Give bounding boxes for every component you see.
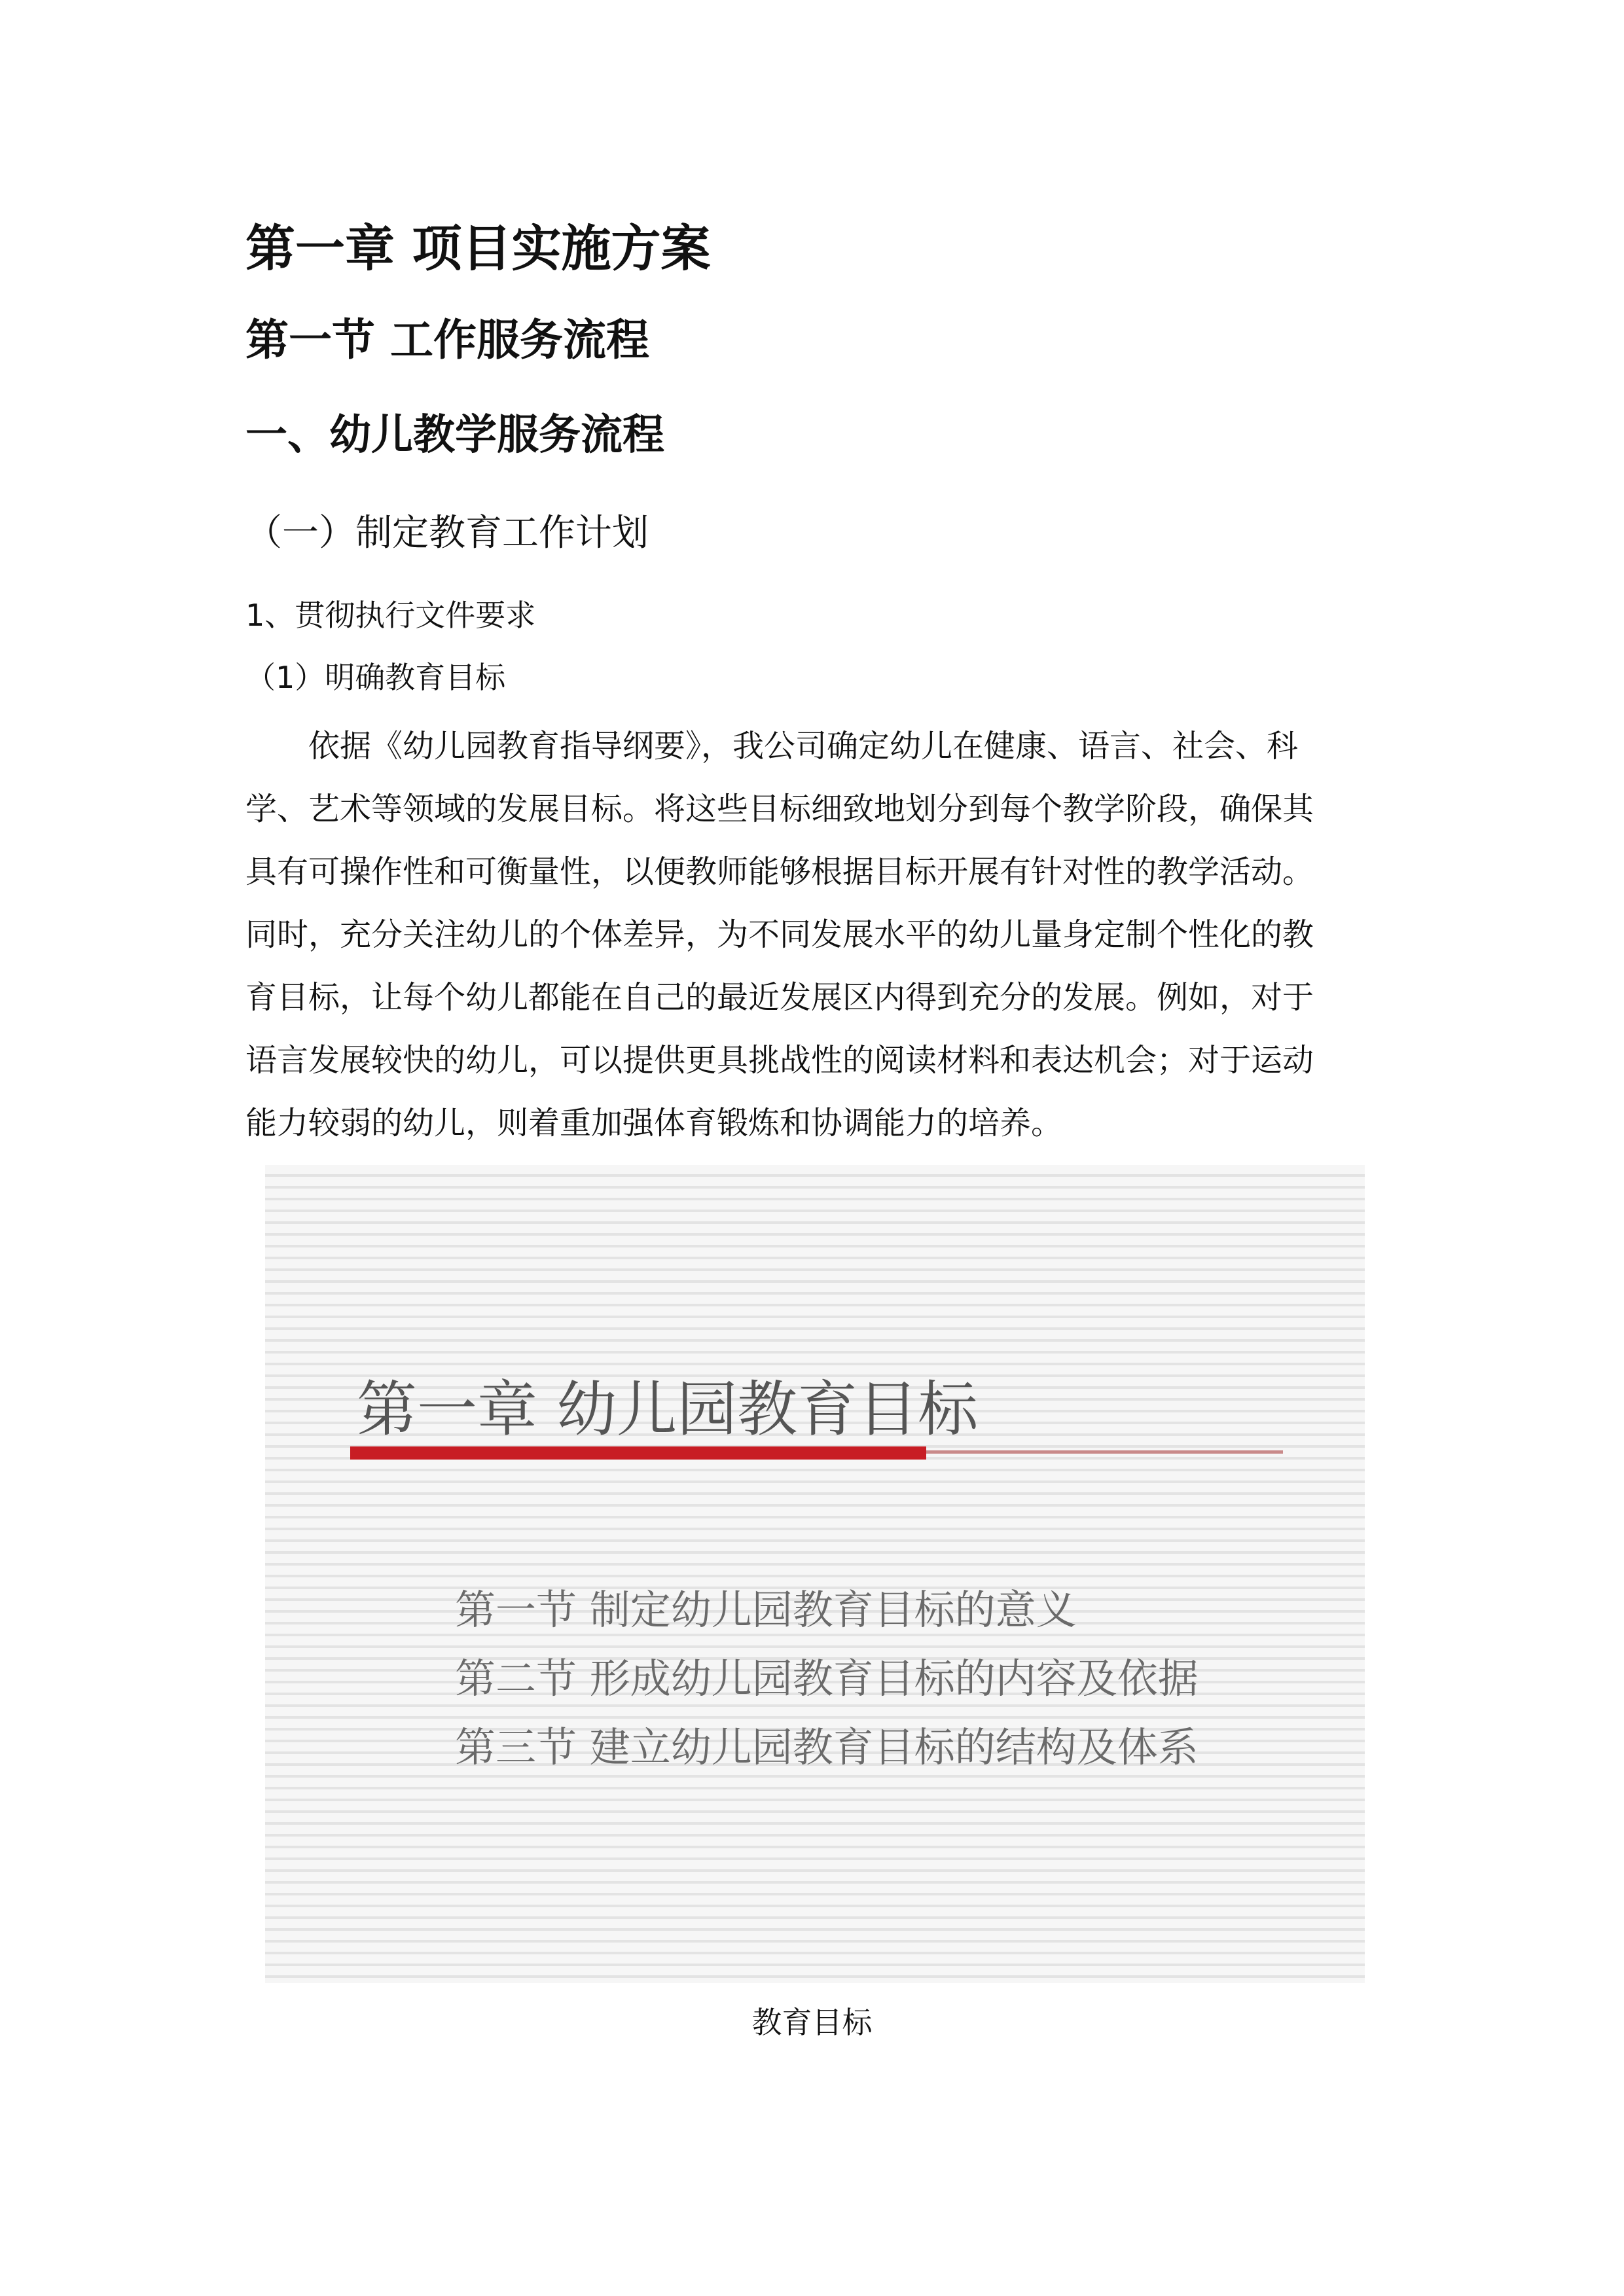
- paragraph-line: 学、艺术等领域的发展目标。将这些目标细致地划分到每个教学阶段，确保其: [245, 791, 1314, 827]
- figure-caption: 教育目标: [751, 2005, 873, 2040]
- slide-item: 第三节 建立幼儿园教育目标的结构及体系: [455, 1723, 1199, 1771]
- paragraph-line: 育目标，让每个幼儿都能在自己的最近发展区内得到充分的发展。例如，对于: [245, 979, 1314, 1016]
- body-paragraph: [245, 715, 1368, 1155]
- slide-divider-line: [926, 1450, 1283, 1454]
- paragraph-line: 能力较弱的幼儿，则着重加强体育锻炼和协调能力的培养。: [245, 1105, 1063, 1141]
- subsection-title: 一、幼儿教学服务流程: [245, 411, 664, 459]
- sub-item-title: （1）明确教育目标: [245, 660, 506, 695]
- slide-title: 第一章 幼儿园教育目标: [357, 1374, 979, 1444]
- slide-accent-bar: [350, 1446, 926, 1460]
- slide-figure: [265, 1165, 1365, 1983]
- paragraph-line: 语言发展较快的幼儿，可以提供更具挑战性的阅读材料和表达机会；对于运动: [245, 1042, 1314, 1079]
- paragraph-line: 依据《幼儿园教育指导纲要》，我公司确定幼儿在健康、语言、社会、科: [245, 728, 1299, 764]
- chapter-title: 第一章 项目实施方案: [245, 219, 711, 278]
- paragraph-line: 具有可操作性和可衡量性，以便教师能够根据目标开展有针对性的教学活动。: [245, 853, 1314, 890]
- paragraph-line: 同时，充分关注幼儿的个体差异，为不同发展水平的幼儿量身定制个性化的教: [245, 916, 1314, 953]
- item-title: 1、贯彻执行文件要求: [245, 598, 536, 633]
- sub-subsection-title: （一）制定教育工作计划: [245, 512, 649, 554]
- section-title: 第一节 工作服务流程: [245, 315, 649, 365]
- slide-item: 第二节 形成幼儿园教育目标的内容及依据: [455, 1655, 1199, 1702]
- slide-item: 第一节 制定幼儿园教育目标的意义: [455, 1586, 1077, 1634]
